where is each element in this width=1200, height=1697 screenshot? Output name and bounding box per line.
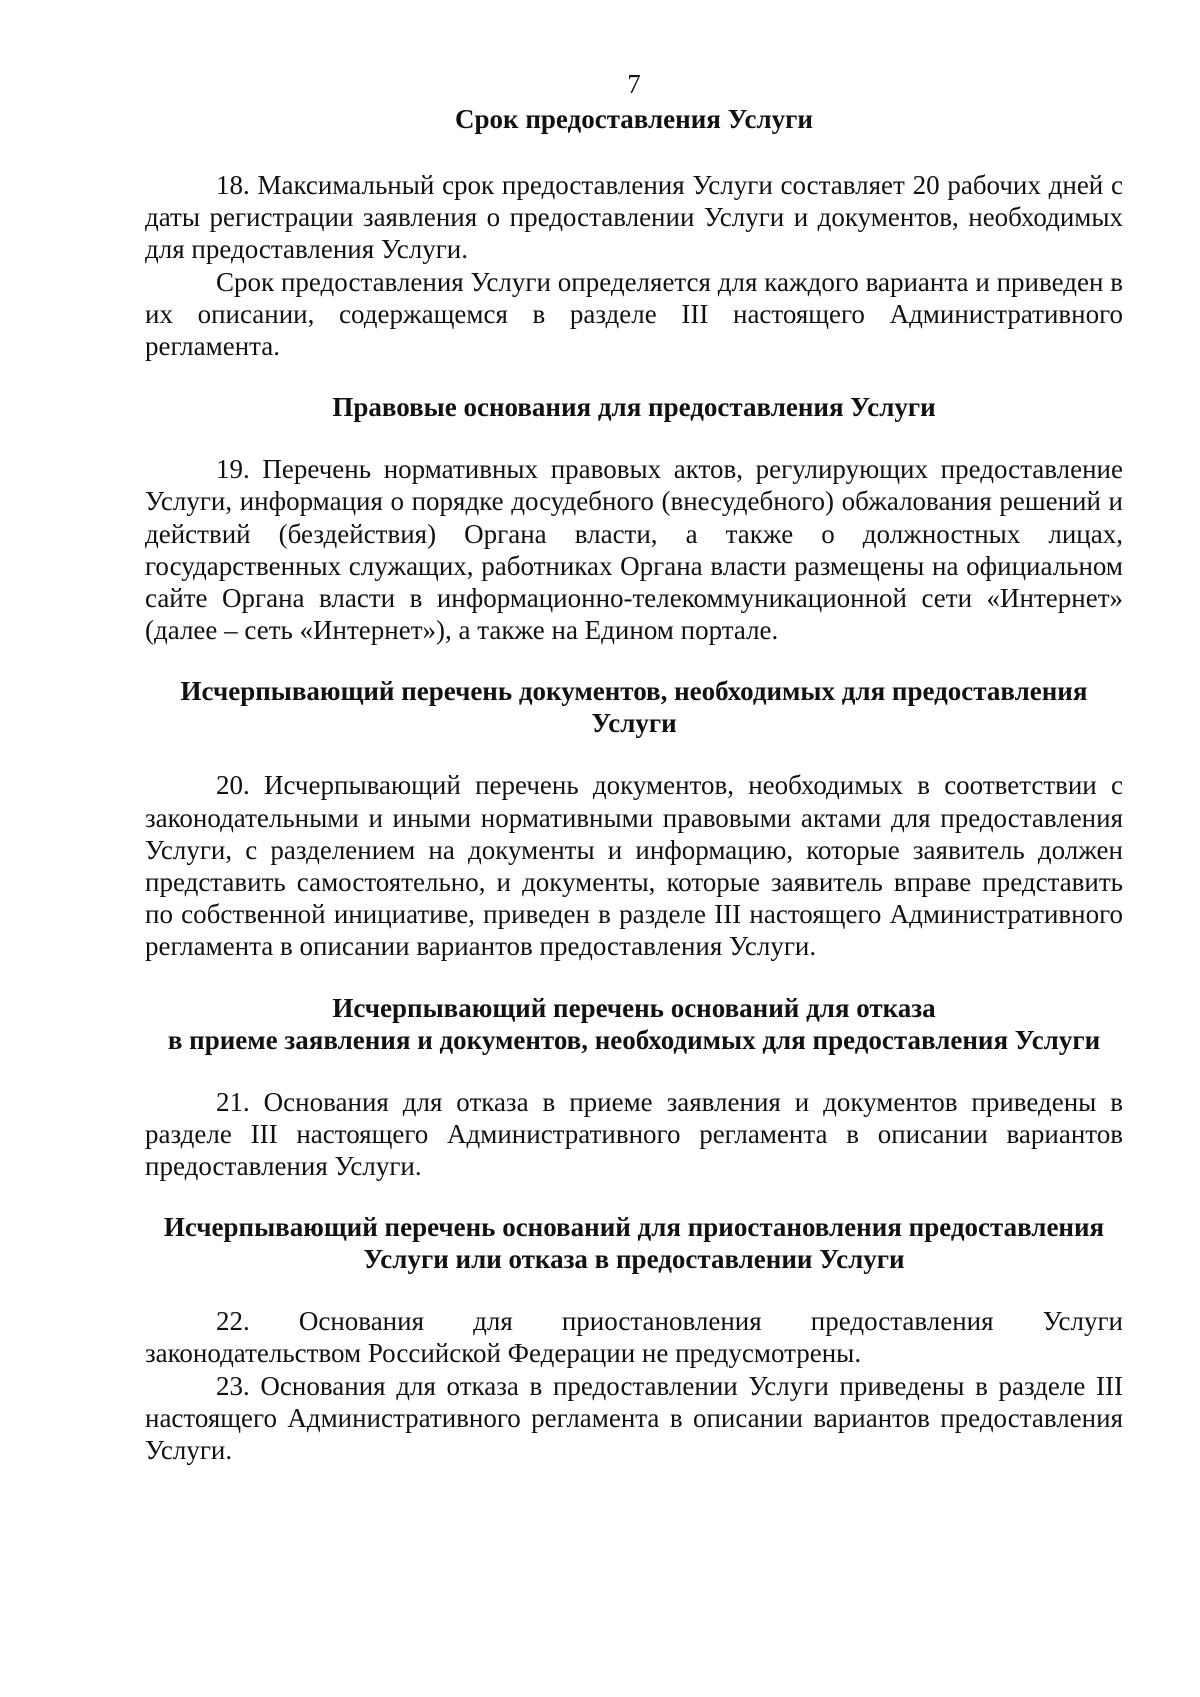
section-heading-service-term: Срок предоставления Услуги bbox=[455, 104, 813, 134]
paragraph-18: 18. Максимальный срок предоставления Услуги составляет 20 рабочих дней с даты регистрации заявления о предоставлении Услуги и документов, необходимых для предоставления Услуги. bbox=[145, 170, 1123, 265]
page-number: 7 bbox=[627, 69, 641, 99]
heading-line: Исчерпывающий перечень оснований для приостановления предоставления bbox=[163, 1212, 1105, 1243]
section-heading-suspension-refusal bbox=[145, 1211, 1123, 1275]
paragraph-22: 22. Основания для приостановления предоставления Услуги законодательством Российской Федерации не предусмотрены. bbox=[145, 1306, 1123, 1369]
heading-line: Исчерпывающий перечень документов, необходимых для предоставления bbox=[180, 676, 1088, 707]
section-heading-documents-list bbox=[145, 675, 1123, 739]
heading-line: Услуги bbox=[591, 708, 677, 739]
document-page bbox=[145, 68, 1123, 1466]
paragraph-20: 20. Исчерпывающий перечень документов, необходимых в соответствии с законодательными и иными нормативными правовыми актами для предоставления Услуги, с разделением на документы и информацию, которые заявитель должен представить самостоятельно, и документы, которые заявитель вправе представить по собственной инициативе, приведен в разделе III настоящего Административного регламента в описании вариантов предоставления Услуги. bbox=[145, 770, 1123, 962]
section-heading-legal-grounds: Правовые основания для предоставления Услуги bbox=[332, 392, 936, 423]
paragraph-21: 21. Основания для отказа в приеме заявления и документов приведены в разделе III настоящего Административного регламента в описании вариантов предоставления Услуги. bbox=[145, 1086, 1123, 1182]
paragraph-19: 19. Перечень нормативных правовых актов, регулирующих предоставление Услуги, информация о порядке досудебного (внесудебного) обжалования решений и действий (бездействия) Органа власти, а также о должностных лицах, государственных служащих, работниках Органа власти размещены на официальном сайте Органа власти в информационно-телекоммуникационной сети «Интернет» (далее – сеть «Интернет»), а также на Едином портале. bbox=[145, 454, 1123, 646]
section-heading-refusal-acceptance bbox=[145, 992, 1123, 1056]
paragraph-18-term: Срок предоставления Услуги определяется для каждого варианта и приведен в их описании, содержащемся в разделе III настоящего Административного регламента. bbox=[145, 266, 1123, 362]
paragraph-23: 23. Основания для отказа в предоставлении Услуги приведены в разделе III настоящего Административного регламента в описании вариантов предоставления Услуги. bbox=[145, 1370, 1123, 1466]
heading-line: в приеме заявления и документов, необходимых для предоставления Услуги bbox=[167, 1024, 1101, 1055]
heading-line: Услуги или отказа в предоставлении Услуги bbox=[363, 1244, 905, 1275]
heading-line: Исчерпывающий перечень оснований для отказа bbox=[332, 992, 936, 1023]
